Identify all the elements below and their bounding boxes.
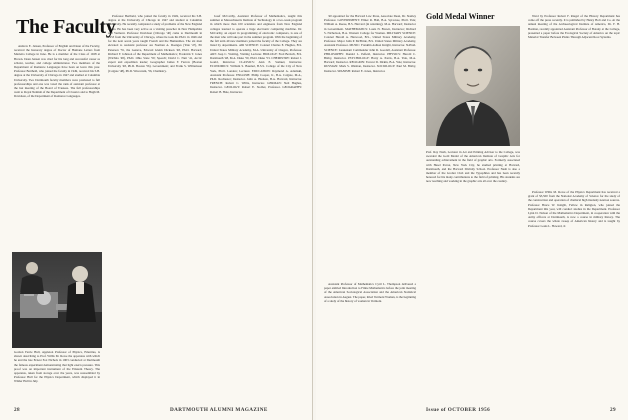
nash-caption bbox=[426, 150, 520, 300]
right-column-3b bbox=[528, 190, 620, 404]
right-column-1b bbox=[324, 282, 416, 404]
right-folio: 29 bbox=[610, 407, 616, 413]
magazine-name: DARTMOUTH ALUMNI MAGAZINE bbox=[170, 407, 268, 413]
hull-caption bbox=[14, 350, 100, 410]
right-page bbox=[316, 0, 628, 420]
left-column-1 bbox=[14, 44, 100, 252]
right-column-3b-text: Professor Willis M. Rowe of the Physics Department has received a grant of $3,500 from the National Academy of Science for the study of the construction and operation of chemical high intensity neutron sources. Professor Bruce W. Knight, Fellow in Religion, who joined the Department this year, will conduct studies in the Department. Professor Lynn D. Nelson of the Mathematics Department, in cooperation with the Army officers at Dartmouth, is now a course in military history. The course covers the whole sweep of American history and is taught by Professor Louis L. Howard, Jr. bbox=[528, 190, 620, 228]
gold-medal-header: Gold Medal Winner bbox=[426, 12, 495, 21]
left-page bbox=[0, 0, 313, 420]
nash-photo-image bbox=[426, 26, 520, 146]
column-3-text: Josef McCarthy, Assistant Professor of Mathematics, taught this summer at Massachusetts Institute of Technology in a two-week program in which more than 100 scientists and engineers from New England colleges learned to operate a huge electronic computing machine. Dr. McCarthy, an expert in programming of electronic computers, is one of the men who will take part in the summer program. With the beginning of the fall term 40 new members joined the faculty of the College. They are listed by departments. AIR SCIENCE: Colonel Charles E. Hughes, B.S. United States Military Academy, M.A. University of Oregon, Professor. ART: Jaap C. Wolting, Visiting Lecturer. BIOLOGY: Fred Bertsch, B.S. Dartmouth '48, M.A. Duke '50, Ph.D. Duke '53. CHEMISTRY: Robert J. Gould, Instructor. CLASSICS: Alan E. Samuel, Instructor. ECONOMICS: William S. Baumol, B.S.S. College of the City of New York, Ph.D. London; Lecturer. EDUCATION: Raymond A. Adamski, Assistant Professor. ENGLISH: Philip Cooper, Jr., B.A. Colgate, M.A., Ph.D. Rochester; Instructor. John A. Hudson, B.A. Harvard, Instructor. FRENCH: Robert C. Willis, Instructor. GERMAN: Neil Hughes, Instructor. GEOLOGY: Robert E. Stoiber, Professor. GEOGRAPHY: Robert B. Hale, Instructor. bbox=[210, 14, 302, 94]
page-title: The Faculty bbox=[16, 16, 116, 38]
column-1-text: Andrew E. Jensen, Professor of English and Dean of the Faculty, received the honorary degree of Doctor of Humane Letters from Marietta College in June. He is a member of the Class of 1928 at Brown. Dean Jensen was cited for his long and successful career as scholar, teacher, and college administrator. Two members of the Department of Romance Languages have been on leave this year. Professor Bertheld, who joined the faculty in 1949, received his S.B. degree at the University of Chicago in 1947 and studied at Columbia University. Two Dartmouth faculty members were promoted to full professorships and one was voted the rank of assistant professor at the last meeting of the Board of Trustees. The full professorships went to Royal Nemiah of the Department of Classics and to Hugh M. Davidson, of the Department of Romance Languages. bbox=[14, 44, 100, 99]
left-column-2 bbox=[108, 14, 202, 402]
hull-photo-image bbox=[12, 252, 102, 348]
right-column-3-text: Ward by Professor Robert F. Riegel of the History Department has come off the press recently. It is published by Henry Holt and Co. At the annual meeting of the Archaeological Institute of America, Dr. F. H. Borman, recently appointed Assistant Professor of Botany at the College, presented a paper before the Ecological Society of America on the topic Material Transfer Between Plants Through Adjacent Root Systems. bbox=[528, 14, 620, 40]
right-column-3 bbox=[528, 14, 620, 184]
right-column-1 bbox=[324, 14, 416, 272]
right-column-1-text: '40 appointed for the Harvard Law Press, Associate Dean, Dr. Stanley Professor. GOVERNMENT: Elmer R. Hall, B.A. Syracuse, Ph.D. Yale; William A. Reese, B.S. Harvard (in returning). M.A. Harvard; Instructor in Government. MATHEMATICS: Louis N. Brown, Instructor; Richard S. Nicholson, B.A. Western College for Women. MILITARY SCIENCE: Colonel Harold A. Harwood, B.S., United States Military Academy, Professor. Major John P. McBride, B.S. United States Military Academy, Assistant Professor. MUSIC: Franklin Ashton Knight, Instructor. NAVAL SCIENCE: Lieutenant Commander John R. Goodall, Assistant Professor. PHILOSOPHY: Donald L. Pefield, Instructor. PHYSICS: Harold C. Bixby, Instructor. PSYCHOLOGY: Harry A. Parris, B.A. Yale, M.A. Harvard; Instructor. RELIGION: Forrest D. Dirkin, B.A. Yale; Instructor. RUSSIAN: Mark S. Ohrman, Instructor. SOCIOLOGY: Paul M. Bixby, Instructor. SPANISH: Robert E. Jones, Instructor. bbox=[324, 14, 416, 73]
left-folio: 28 bbox=[14, 407, 20, 413]
hull-caption-text: Gordon Ferrie Hull, Appleton Professor of Physics, Emeritus, is shown describing to Prof. Willis M. Rowe the apparatus with which he and the late Ernest Fox Nichols in 1903 conducted at Dartmouth the famous experiment demonstrating that light exerts pressure. This proof was an important instrument of the Einstein Theory. The apparatus, taken from storage over the years, was reassembled by Professor Hull for the Physics Department, which displayed it in Wilder Hall in July. bbox=[14, 350, 100, 384]
nash-caption-text: Prof. Ray Nash, Lecturer in Art and Printing Adviser to the College, was awarded the Gold Medal of the American Institute of Graphic Arts for outstanding achievement in the field of graphic arts. Formerly associated with Hesel Parrot, New York City, he studied printing at Harvard, Dartmouth, and the Harvard Divinity School. Professor Nash is also a member of the Grolier Club and the Typophiles and has been recently honored for his many contributions to the field of printing. His students are now teaching and working in the graphic arts all over the country. bbox=[426, 150, 520, 184]
nash-photo bbox=[426, 26, 520, 146]
column-2-text: Professor Bertheld, who joined the faculty in 1949, received his S.B. degree at the University of Chicago in 1947 and studied at Columbia University. He recently completed a study of problems of the New England towns. He has been very active as a visiting preacher in New Hampshire and Vermont. Professor Davidson (Chicago '40) came to Dartmouth in 1953 from the University of Chicago, where he took his Ph.D. in 1946 and for the next seven years taught French and the Humanities. The six men elevated to assistant professor are Norman A. Doenges (Yale '47), Pit Peterson '55, the Geneva, Edward Gleim Dickson '48, Ph.D. Harvard; Richard F. Johnson of the Department of Mathematics; Frederick T. Jones (Wichita '48), Ph.D. Ohio State '50; Speech; David C. Nutt '41, Arctic expert and expedition leader; Geographer James F. Farrow (Boston University '48, Ph.D. Boston '56). Government; and Frank S. Williamson (Colgate '48), Ph.D. Wisconsin, '56, Chemistry. bbox=[108, 14, 202, 73]
right-column-1b-text: Assistant Professor of Mathematics Cyril L. Thompson delivered a paper entitled Introduction to Finite Mathematics before the joint meeting of the American Sociological Association and the American Statistical Association in August. The paper, titled Vermont Women, is the beginning of a study of the history of women in Vermont. bbox=[324, 282, 416, 303]
hull-photo bbox=[12, 252, 102, 348]
issue-label: Issue of OCTOBER 1956 bbox=[426, 407, 491, 413]
left-column-3 bbox=[210, 14, 302, 402]
